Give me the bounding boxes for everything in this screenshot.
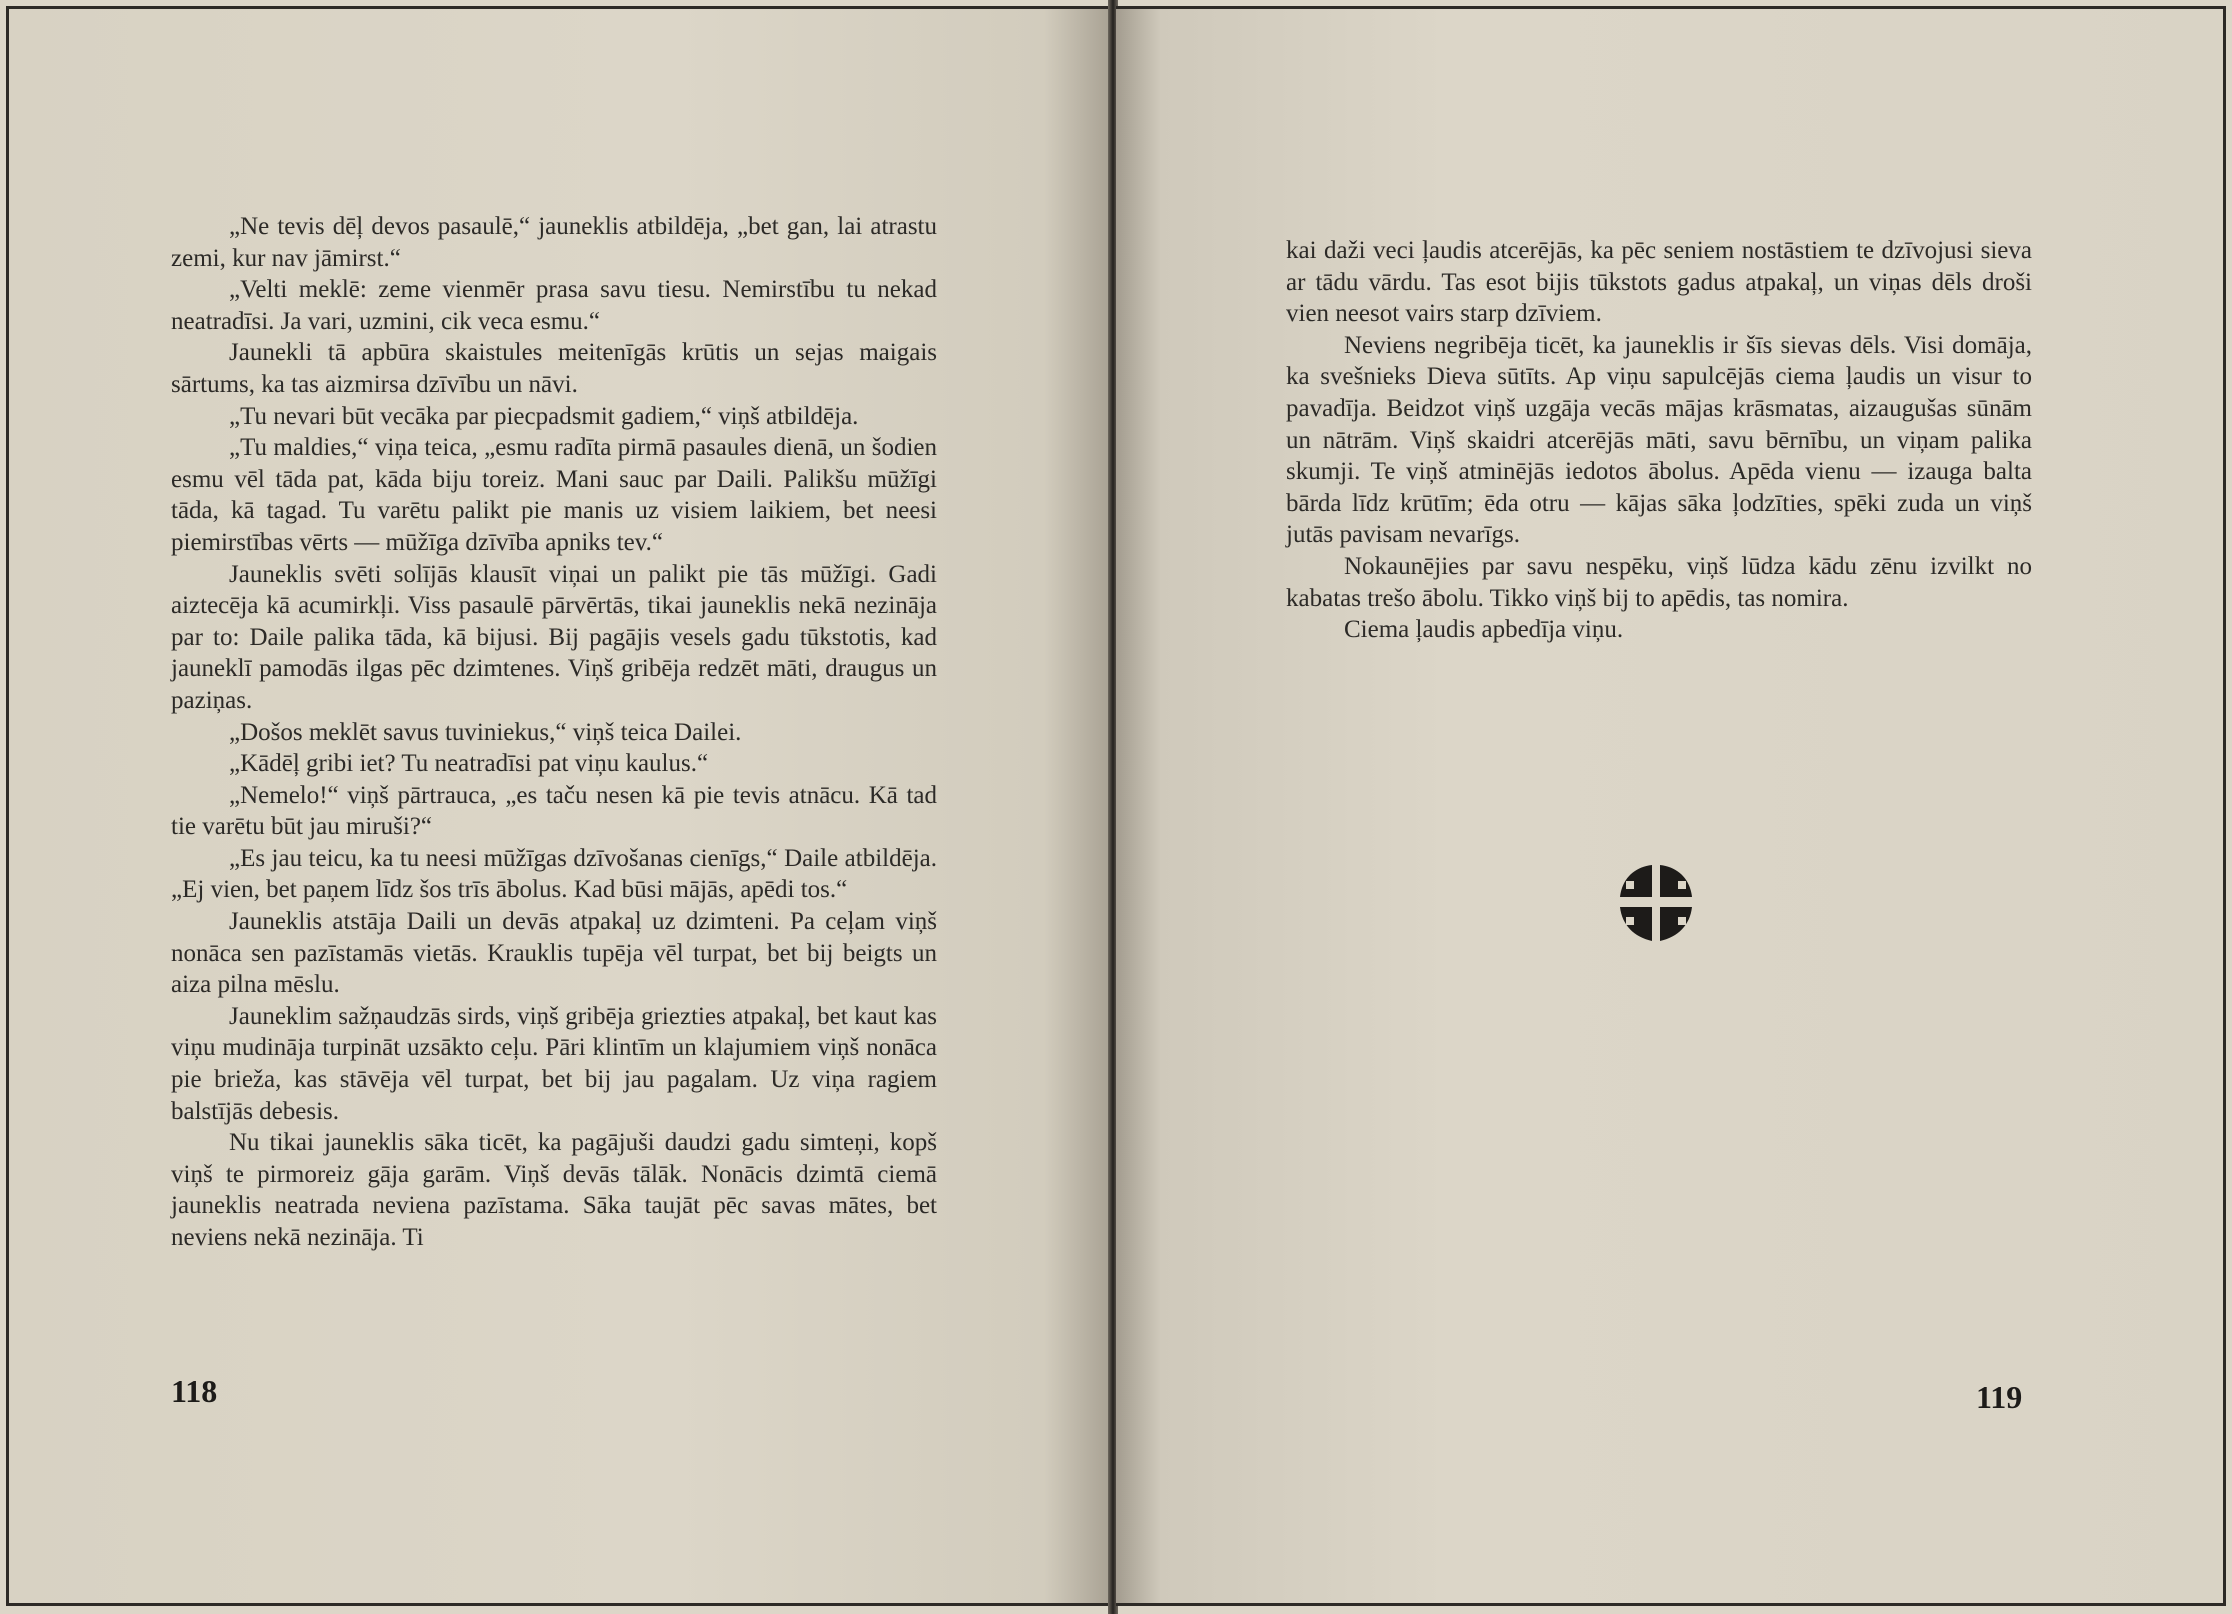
page-number: 119 — [1976, 1379, 2023, 1415]
paragraph: „Tu maldies,“ viņa teica, „esmu radīta pirmā pasaules dienā, un šodien esmu vēl tāda pat, kāda biju toreiz. Mani sauc par Daili. Palikšu mūžīgi tāda, kā tagad. Tu varētu palikt pie manis uz visiem laikiem, bet neesi piemirstības vērts — mūžīga dzīvība apniks tev.“ — [171, 434, 937, 556]
paragraph: Jauneklis svēti solījās klausīt viņai un palikt pie tās mūžīgi. Gadi aiztecēja kā acumirkļi. Viss pasaulē pārvērtās, tikai jauneklis nekā nezināja par to: Daile palika tāda, kā bijusi. Bij pagājis vesels gadu tūkstotis, kad jauneklī pamodās ilgas pēc dzimtenes. Viņš gribēja redzēt māti, draugus un paziņas. — [171, 560, 937, 714]
paragraph: Nu tikai jauneklis sāka ticēt, ka pagājuši daudzi gadu simteņi, kopš viņš te pirmoreiz gāja garām. Viņš devās tālāk. Nonācis dzimtā ciemā jauneklis neatrada neviena pazīstama. Sāka taujāt pēc savas mātes, bet neviens nekā nezināja. Ti — [171, 1129, 937, 1251]
paragraph: kai daži veci ļaudis atcerējās, ka pēc seniem nostāstiem te dzīvojusi sieva ar tādu vārdu. Tas esot bijis tūkstots gadus atpakaļ, un viņas dēls droši vien neesot vairs starp dzīviem. — [1286, 237, 2032, 328]
paragraph: Jauneklim sažņaudzās sirds, viņš gribēja griezties atpakaļ, bet kaut kas viņu mudināja turpināt uzsākto ceļu. Pāri klintīm un klajumiem viņš nonāca pie brieža, kas stāvēja vēl turpat, bet bij jau pagalam. Uz viņa ragiem balstījās debesis. — [171, 1002, 937, 1125]
left-page-text — [171, 211, 937, 1254]
paragraph: „Ne tevis dēļ devos pasaulē,“ jauneklis atbildēja, „bet gan, lai atrastu zemi, kur nav jāmirst.“ — [171, 213, 937, 272]
paragraph: „Es jau teicu, ka tu neesi mūžīgas dzīvošanas cienīgs,“ Daile atbildēja. „Ej vien, bet paņem līdz šos trīs ābolus. Kad būsi mājās, apēdi tos.“ — [171, 844, 937, 904]
paragraph: „Tu nevari būt vecāka par piecpadsmit gadiem,“ viņš atbildēja. — [229, 402, 859, 430]
paragraph: „Velti meklē: zeme vienmēr prasa savu tiesu. Nemirstību tu nekad neatradīsi. Ja vari, uzmini, cik veca esmu.“ — [171, 276, 937, 335]
paragraph: „Nemelo!“ viņš pārtrauca, „es taču nesen kā pie tevis atnācu. Kā tad tie varētu būt jau miruši?“ — [171, 781, 937, 841]
page-number: 118 — [171, 1373, 218, 1409]
left-page — [6, 6, 1110, 1606]
right-page-text — [1286, 235, 2032, 646]
ornament-icon — [1616, 861, 1696, 945]
paragraph: Neviens negribēja ticēt, ka jauneklis ir šīs sievas dēls. Visi domāja, ka svešnieks Dieva sūtīts. Ap viņu sapulcējās ciema ļaudis un visur to pavadīja. Beidzot viņš uzgāja vecās mājas krāsmatas, aizaugušas sūnām un nātrām. Viņš skaidri atcerējās māti, savu bērnību, un viņam palika skumji. Te viņš atminējās iedotos ābolus. Apēda vienu — izauga balta bārda līdz krūtīm; ēda otru — kājas sāka ļodzīties, spēki zuda un viņš jutās pavisam nevarīgs. — [1286, 331, 2032, 549]
paragraph: „Došos meklēt savus tuviniekus,“ viņš teica Dailei. — [229, 718, 742, 746]
paragraph: Ciema ļaudis apbedīja viņu. — [1344, 616, 1624, 644]
right-page — [1116, 6, 2226, 1606]
paragraph: Jaunekli tā apbūra skaistules meitenīgās krūtis un sejas maigais sārtums, ka tas aizmirsa dzīvību un nāvi. — [171, 339, 937, 398]
paragraph: „Kādēļ gribi iet? Tu neatradīsi pat viņu kaulus.“ — [229, 750, 709, 778]
paragraph: Nokaunējies par savu nespēku, viņš lūdza kādu zēnu izvilkt no kabatas trešo ābolu. Tikko viņš bij to apēdis, tas nomira. — [1286, 552, 2032, 612]
paragraph: Jauneklis atstāja Daili un devās atpakaļ uz dzimteni. Pa ceļam viņš nonāca sen pazīstamās vietās. Krauklis tupēja vēl turpat, bet bij beigts un aiza pilna mēslu. — [171, 908, 937, 999]
